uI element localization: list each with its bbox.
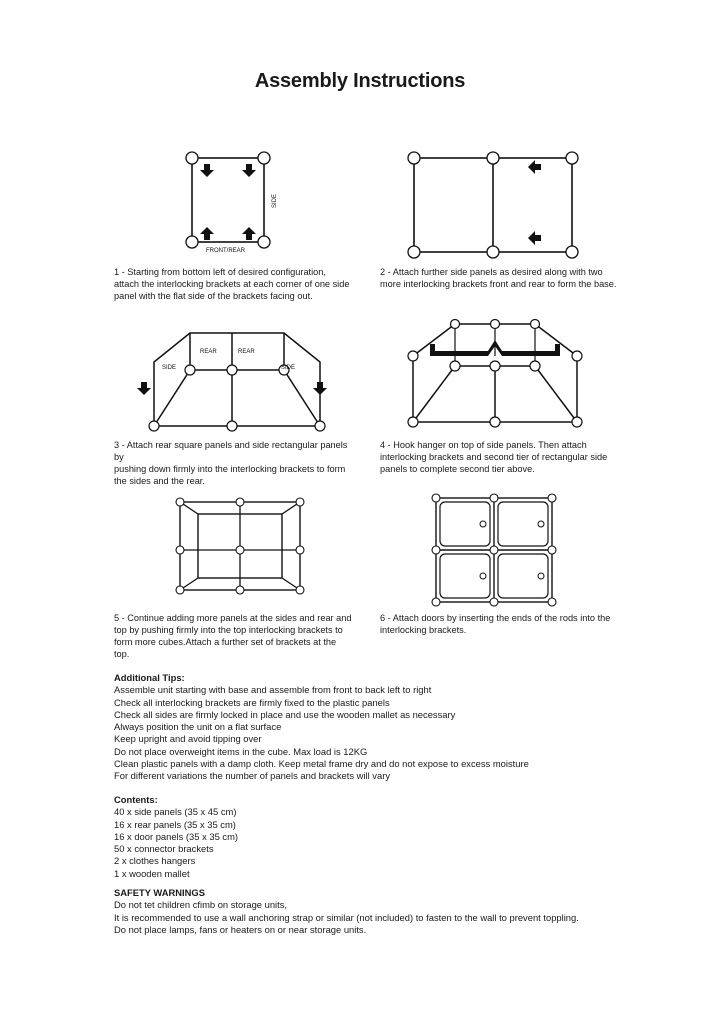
step-1-line: 1 - Starting from bottom left of desired configuration, [114, 267, 326, 277]
step-1-line: attach the interlocking brackets at each corner of one side [114, 279, 350, 289]
step-5-line: top. [114, 649, 130, 659]
side-label-right: SIDE [281, 365, 296, 371]
step-5-line: 5 - Continue adding more panels at the sides and rear and [114, 613, 352, 623]
safety-item: Do not tet children cfimb on storage units, [114, 899, 288, 911]
step-5-line: form more cubes.Attach a further set of brackets at the [114, 637, 337, 647]
contents-item: 16 x door panels (35 x 35 cm) [114, 830, 239, 842]
step-2-line: more interlocking brackets front and rear to form the base. [380, 279, 617, 289]
step-3-line: pushing down firmly into the interlocking brackets to form [114, 464, 346, 474]
rear-label-1: REAR [200, 349, 217, 355]
contents-item: 40 x side panels (35 x 45 cm) [114, 806, 237, 818]
step-4-line: panels to complete second tier above. [380, 464, 535, 474]
additional-tips [114, 672, 614, 783]
step-3-diagram [136, 330, 336, 435]
tip-item: For different variations the number of panels and brackets will vary [114, 770, 391, 782]
step-1-line: panel with the flat side of the brackets facing out. [114, 291, 313, 301]
step-4-caption [380, 439, 625, 475]
contents-item: 50 x connector brackets [114, 843, 214, 855]
contents-item: 16 x rear panels (35 x 35 cm) [114, 818, 236, 830]
page-title: Assembly Instructions [254, 70, 466, 92]
tip-item: Do not place overweight items in the cube. Max load is 12KG [114, 745, 368, 757]
step-6-line: 6 - Attach doors by inserting the ends of the rods into the [380, 613, 611, 623]
tips-heading: Additional Tips: [114, 672, 185, 683]
step-6-caption [380, 612, 625, 636]
contents-heading: Contents: [114, 794, 158, 805]
tip-item: Check all sides are firmly locked in place and use the wooden mallet as necessary [114, 708, 456, 720]
contents-item: 1 x wooden mallet [114, 867, 190, 879]
safety-item: It is recommended to use a wall anchoring strap or similar (not included) to fasten to the wall to prevent toppling. [114, 911, 579, 923]
step-1-diagram [180, 148, 290, 258]
contents-list [114, 794, 614, 880]
side-label-left: SIDE [162, 365, 177, 371]
safety-heading: SAFETY WARNINGS [114, 887, 205, 898]
step-5-caption [114, 612, 359, 660]
step-5-line: top by pushing firmly into the top interlocking brackets to [114, 625, 343, 635]
rear-label-2: REAR [238, 349, 255, 355]
tip-item: Clean plastic panels with a damp cloth. Keep metal frame dry and do not expose to excess moisture [114, 758, 529, 770]
tip-item: Keep upright and avoid tipping over [114, 733, 262, 745]
step-2-line: 2 - Attach further side panels as desired along with two [380, 267, 603, 277]
step-4-diagram [400, 316, 590, 431]
side-label: SIDE [272, 193, 278, 208]
front-rear-label: FRONT/REAR [206, 248, 245, 254]
step-3-line: the sides and the rear. [114, 476, 205, 486]
step-1-caption [114, 266, 359, 302]
safety-item: Do not place lamps, fans or heaters on or near storage units. [114, 923, 367, 935]
step-3-caption [114, 439, 359, 487]
step-5-diagram [170, 494, 310, 599]
step-4-line: 4 - Hook hanger on top of side panels. Then attach [380, 440, 587, 450]
tip-item: Assemble unit starting with base and assemble from front to back left to right [114, 684, 432, 696]
contents-item: 2 x clothes hangers [114, 855, 196, 867]
tip-item: Check all interlocking brackets are firmly fixed to the plastic panels [114, 696, 390, 708]
step-3-line: 3 - Attach rear square panels and side rectangular panels by [114, 440, 348, 462]
tip-item: Always position the unit on a flat surface [114, 721, 282, 733]
step-4-line: interlocking brackets and second tier of rectangular side [380, 452, 608, 462]
safety-warnings [114, 887, 614, 936]
step-2-diagram [404, 146, 584, 261]
step-2-caption [380, 266, 625, 290]
step-6-line: interlocking brackets. [380, 625, 467, 635]
step-6-diagram [428, 490, 563, 608]
